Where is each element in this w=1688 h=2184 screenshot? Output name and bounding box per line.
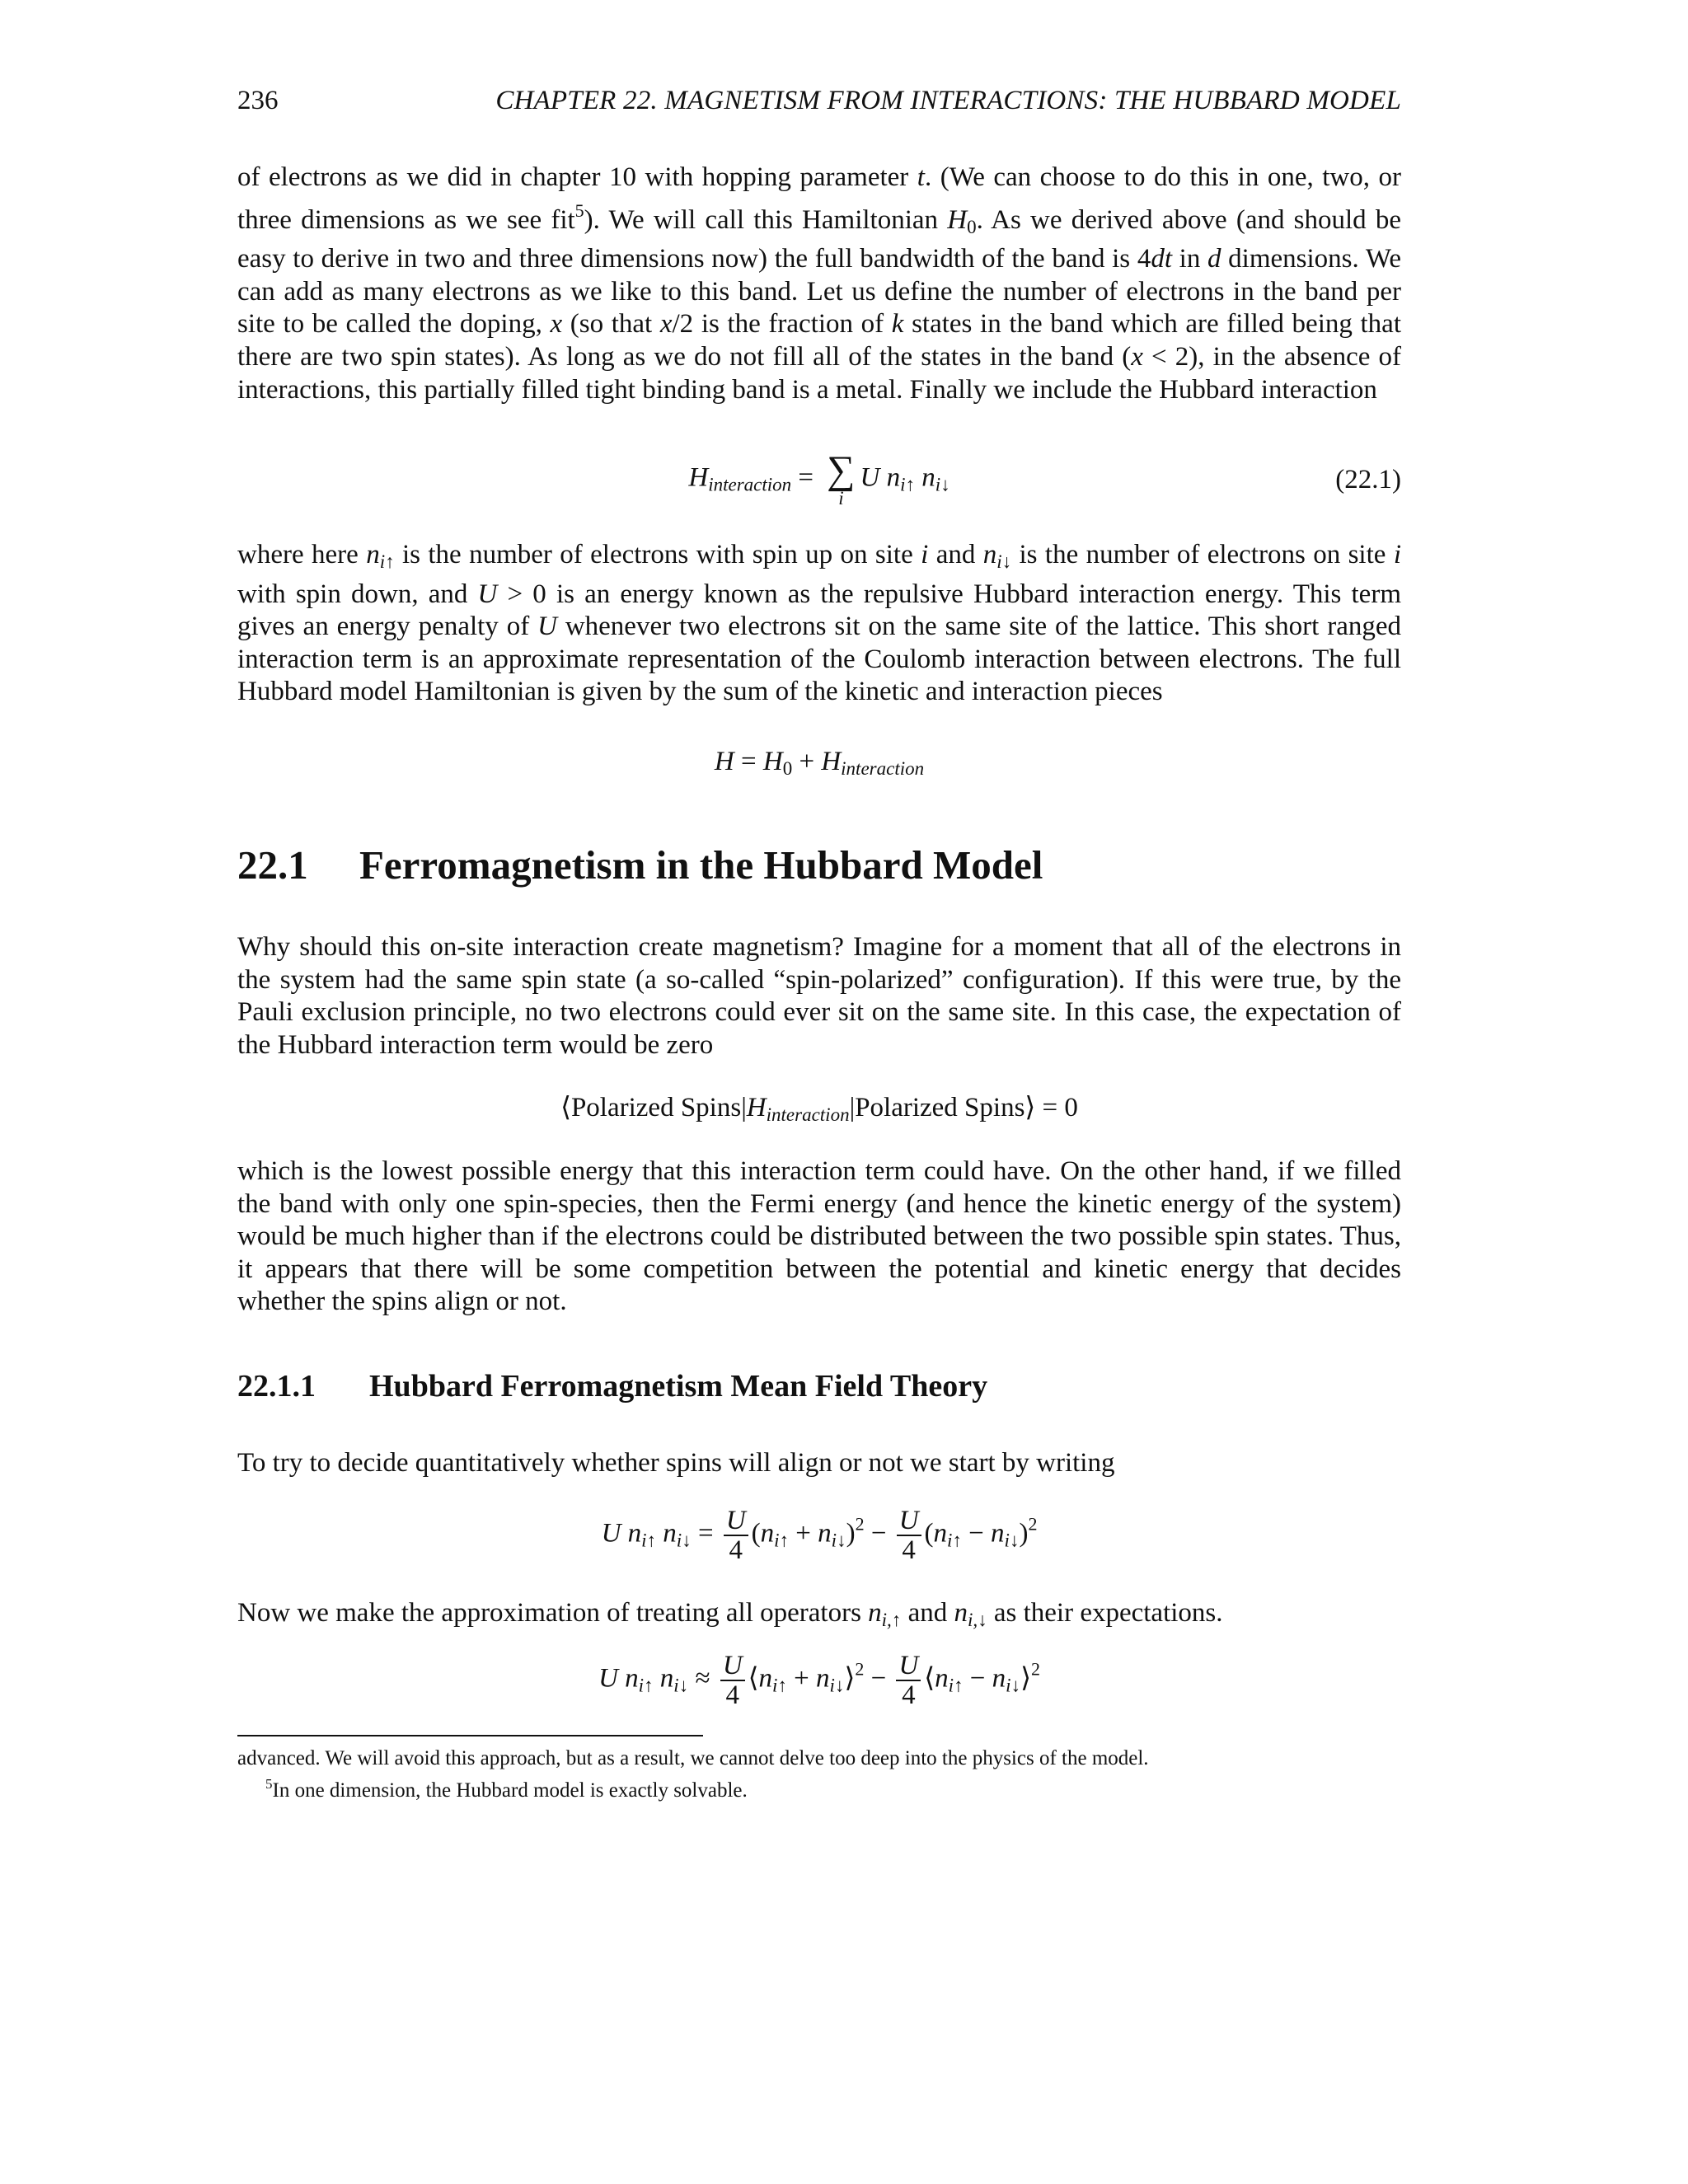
subsection-heading-22-1-1: 22.1.1 Hubbard Ferromagnetism Mean Field Theory (237, 1369, 988, 1404)
footnote-continued: advanced. We will avoid this approach, but as a result, we cannot delve too deep into the physics of the model. (237, 1747, 1149, 1769)
paragraph-approximation: Now we make the approximation of treating all operators $n_{i,↑}$ and $n_{i,↓}$ as their expectations. (237, 1598, 1223, 1630)
paragraph-intro-band: of electrons as we did in chapter 10 with hopping parameter t. (We can choose to do this in one, two, or three dimensions as we see fit$^5$). We will call this Hamiltonian $H_0$. As we derived above (and should be easy to derive in two and three dimensions now) the full bandwidth of the band is 4dt in d dimensions. We can add as many electrons as we like to this band. Let us define the number of electrons in the band per site to be called the doping, x (so that x/2 is the fraction of k states in the band which are filled being that there are two spin states). As long as we do not fill all of the states in the band (x < 2), in the absence of interactions, this partially filled tight binding band is a metal. Finally we include the Hubbard interaction (237, 162, 1402, 405)
equation-polarized-spins: ⟨Polarized $Spins|H_{interaction}|Polarized$ Spins⟩ = 0 (560, 1093, 1078, 1125)
equation-number: (22.1) (1335, 465, 1401, 494)
running-head (237, 82, 1401, 119)
equation-mean-field-approx: U $n_{i↑}$ $n_{i↓}$ ≈ $\frac{U}{4}$ $⟨n_{i↑}$ + $n_{i↓}⟩^2$ − $\frac{U}{4}$ $⟨n_{i↑}$ − $n_{i↓}⟩^2$ (598, 1651, 1040, 1710)
chapter-title: CHAPTER 22. MAGNETISM FROM INTERACTIONS: THE HUBBARD MODEL (495, 86, 1401, 115)
paragraph-competition: which is the lowest possible energy that this interaction term could have. On the other hand, if we filled the band with only one spin-species, then the Fermi energy (and hence the kinetic energy of the system) would be much higher than if the electrons could be distributed between the two possible spin states. Thus, it appears that there will be some competition between the potential and kinetic energy that decides whether the spins align or not. (237, 1156, 1401, 1317)
footnote-5: $^5$In one dimension, the Hubbard model is exactly solvable. (265, 1776, 748, 1802)
equation-full-hamiltonian: $H = H_0 + H_{interaction}$ (714, 747, 925, 779)
equation-interaction-rewrite: U $n_{i↑}$ $n_{i↓}$ = $\frac{U}{4}$ $(n_{i↑} + n_{i↓})^2$ − $\frac{U}{4}$ $(n_{i↑} - n_{i↓})^2$ (601, 1506, 1038, 1565)
paragraph-hubbard-interaction: where here $n_{i↑}$ is the number of electrons with spin up on site i and $n_{i↓}$ is the number of electrons on site i with spin down, and U > 0 is an energy known as the repulsive Hubbard interaction energy. This term gives an energy penalty of U whenever two electrons sit on the same site of the lattice. This short ranged interaction term is an approximate representation of the Coulomb interaction between electrons. The full Hubbard model Hamiltonian is given by the sum of the kinetic and interaction pieces (237, 540, 1401, 707)
equation-22-1: $H_{interaction}$ = ∑ i U $n_{i↑}$ $n_{i↓}$ (22.1) (688, 448, 1401, 509)
paragraph-why-magnetism: Why should this on-site interaction create magnetism? Imagine for a moment that all of the electrons in the system had the same spin state (a so-called “spin-polarized” configuration). If this were true, by the Pauli exclusion principle, no two electrons could ever sit on the same site. In this case, the expectation of the Hubbard interaction term would be zero (237, 932, 1401, 1060)
section-heading-22-1: 22.1 Ferromagnetism in the Hubbard Model (237, 842, 1043, 888)
paragraph-try-decide: To try to decide quantitatively whether spins will align or not we start by writing (237, 1448, 1115, 1478)
page-number: 236 (237, 86, 279, 115)
footnote-rule (237, 1735, 703, 1736)
footnote-ref-5[interactable]: 5 (574, 199, 584, 221)
